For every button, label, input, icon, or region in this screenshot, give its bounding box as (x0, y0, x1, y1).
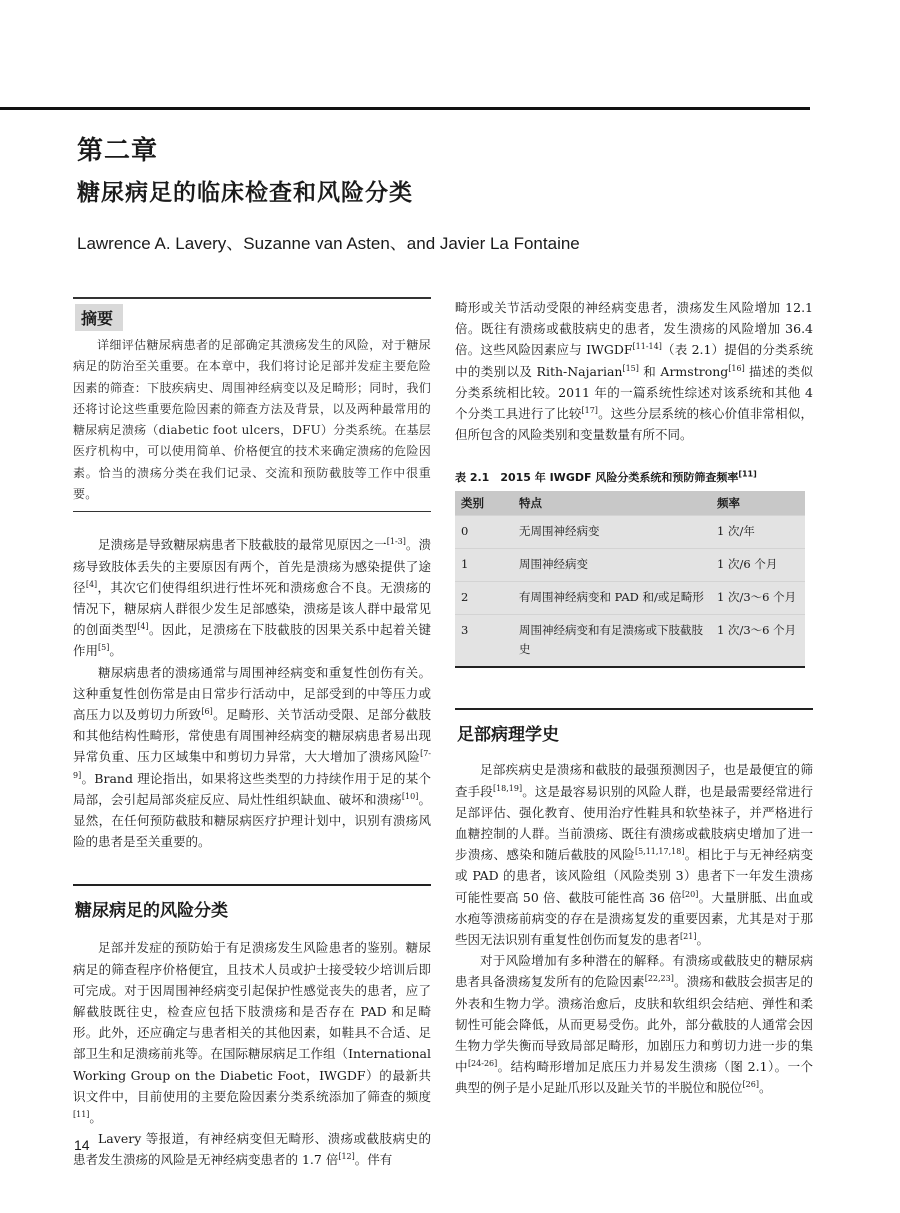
continued-paragraph: 畸形或关节活动受限的神经病变患者，溃疡发生风险增加 12.1 倍。既往有溃疡或截肢病史的患者，发生溃疡的风险增加 36.4 倍。这些风险因素应与 IWGDF[11-14]（表 2.1）提倡的分类系统中的类别以及 Rith-Najarian[15] 和 Armstrong[16] 描述的类似分类系统相比较。2011 年的一篇系统性综述对该系统和其他 4 个分类工具进行了比较[17]。这些分层系统的核心价值非常相似，但所包含的风险类别和变量数量有所不同。 (455, 300, 814, 443)
table-row (455, 549, 805, 582)
risk-paragraph-1: 足部并发症的预防始于有足溃疡发生风险患者的鉴别。糖尿病足的筛查程序价格便宜，且技术人员或护士接受较少培训后即可完成。对于因周围神经病变引起保护性感觉丧失的患者，应了解截肢既往史，检查应包括下肢溃疡和是否存在 PAD 和足畸形。此外，还应确定与患者相关的其他因素，如鞋具不合适、足部卫生和足溃疡前兆等。在国际糖尿病足工作组（International Working Group on the Diabetic Foot，IWGDF）的最新共识文件中，目前使用的主要危险因素分类系统添加了筛查的频度[11]。 (73, 940, 431, 1126)
risk-paragraph-2: Lavery 等报道，有神经病变但无畸形、溃疡或截肢病史的患者发生溃疡的风险是无神经病变患者的 1.7 倍[12]。伴有 (73, 1131, 431, 1168)
table-bottom-rule (455, 666, 805, 668)
intro-paragraph-1: 足溃疡是导致糖尿病患者下肢截肢的最常见原因之一[1-3]。溃疡导致肢体丢失的主要原因有两个，首先是溃疡为感染提供了途径[4]，其次它们使得组织进行性坏死和溃疡愈合不良。无溃疡的情况下，糖尿病人群很少发生足部感染，溃疡是该人群中最常见的创面类型[4]。因此，足溃疡在下肢截肢的因果关系中起着关键作用[5]。 (73, 537, 431, 659)
abstract-box (73, 297, 431, 512)
chapter-title: 糖尿病足的临床检查和风险分类 (77, 180, 413, 206)
table-header-frequency: 频率 (711, 491, 805, 516)
top-rule (0, 107, 810, 110)
chapter-number: 第二章 (77, 136, 159, 166)
page-number: 14 (74, 1137, 90, 1153)
table-row (455, 615, 805, 667)
table-cell: 3 (455, 615, 513, 667)
pathology-section-heading: 足部病理学史 (457, 725, 559, 746)
table-cell: 0 (455, 516, 513, 549)
table-cell: 周围神经病变 (513, 549, 711, 582)
pathology-paragraph-2: 对于风险增加有多种潜在的解释。有溃疡或截肢史的糖尿病患者具备溃疡复发所有的危险因素[22,23]。溃疡和截肢会损害足的外表和生物力学。溃疡治愈后，皮肤和软组织会结疤、弹性和柔韧性可能会降低，从而更易受伤。此外，部分截肢的人通常会因生物力学失衡而导致局部足畸形，加剧压力和剪切力进一步的集中[24-26]。结构畸形增加足底压力并易发生溃疡（图 2.1）。一个典型的例子是小足趾爪形以及趾关节的半脱位和脱位[26]。 (455, 953, 813, 1096)
table-header-feature: 特点 (513, 491, 711, 516)
table-cell: 无周围神经病变 (513, 516, 711, 549)
authors: Lawrence A. Lavery、Suzanne van Asten、and Javier La Fontaine (77, 234, 580, 253)
pathology-section (455, 708, 813, 1098)
table-header-category: 类别 (455, 491, 513, 516)
table-row (455, 582, 805, 615)
section-rule (73, 884, 431, 886)
table-cell: 有周围神经病变和 PAD 和/或足畸形 (513, 582, 711, 615)
risk-section (73, 884, 431, 1170)
table-cell: 1 次/3～6 个月 (711, 582, 805, 615)
section-rule (455, 708, 813, 710)
abstract-text: 详细评估糖尿病患者的足部确定其溃疡发生的风险，对于糖尿病足的防治至关重要。在本章中，我们将讨论足部并发症主要危险因素的筛查：下肢疾病史、周围神经病变以及足畸形；同时，我们还将讨论这些重要危险因素的筛查方法及背景，以及两种最常用的糖尿病足溃疡（diabetic foot ulcers，DFU）分类系统。在基层医疗机构中，可以使用简单、价格便宜的技术来确定溃疡的危险因素。恰当的溃疡分类在我们记录、交流和预防截肢等工作中很重要。 (73, 338, 431, 502)
abstract-heading: 摘要 (75, 304, 123, 331)
table-row (455, 516, 805, 549)
table-caption: 表 2.1 2015 年 IWGDF 风险分类系统和预防筛查频率[11] (455, 469, 757, 485)
table-cell: 1 次/3～6 个月 (711, 615, 805, 667)
table-cell: 1 次/年 (711, 516, 805, 549)
abstract-bottom-rule (73, 511, 431, 512)
risk-classification-table (455, 491, 805, 666)
table-header-row (455, 491, 805, 516)
abstract-top-rule (73, 297, 431, 299)
table-cell: 1 (455, 549, 513, 582)
pathology-paragraph-1: 足部疾病史是溃疡和截肢的最强预测因子，也是最便宜的筛查手段[18,19]。这是最容易识别的风险人群，也是最需要经常进行足部评估、强化教育、使用治疗性鞋具和软垫袜子，并严格进行血糖控制的人群。当前溃疡、既往有溃疡或截肢病史增加了进一步溃疡、感染和随后截肢的风险[5,11,17,18]。相比于与无神经病变或 PAD 的患者，该风险组（风险类别 3）患者下一年发生溃疡可能性要高 50 倍、截肢可能性高 36 倍[20]。大量胼胝、出血或水疱等溃疡前病变的存在是溃疡复发的重要因素，尤其是对于那些因无法识别有重复性创伤而复发的患者[21]。 (455, 762, 813, 948)
intro-paragraph-2: 糖尿病患者的溃疡通常与周围神经病变和重复性创伤有关。这种重复性创伤常是由日常步行活动中，足部受到的中等压力或高压力以及剪切力所致[6]。足畸形、关节活动受限、足部分截肢和其他结构性畸形，常使患有周围神经病变的糖尿病患者易出现异常负重、压力区域集中和剪切力异常，大大增加了溃疡风险[7-9]。Brand 理论指出，如果将这些类型的力持续作用于足的某个局部，会引起局部炎症反应、局灶性组织缺血、破坏和溃疡[10]。显然，在任何预防截肢和糖尿病医疗护理计划中，识别有溃疡风险的患者是至关重要的。 (73, 664, 431, 850)
table-cell: 周围神经病变和有足溃疡或下肢截肢史 (513, 615, 711, 667)
table-cell: 2 (455, 582, 513, 615)
risk-section-heading: 糖尿病足的风险分类 (75, 901, 228, 922)
right-column (455, 297, 813, 1099)
table-cell: 1 次/6 个月 (711, 549, 805, 582)
left-column (73, 297, 431, 1171)
